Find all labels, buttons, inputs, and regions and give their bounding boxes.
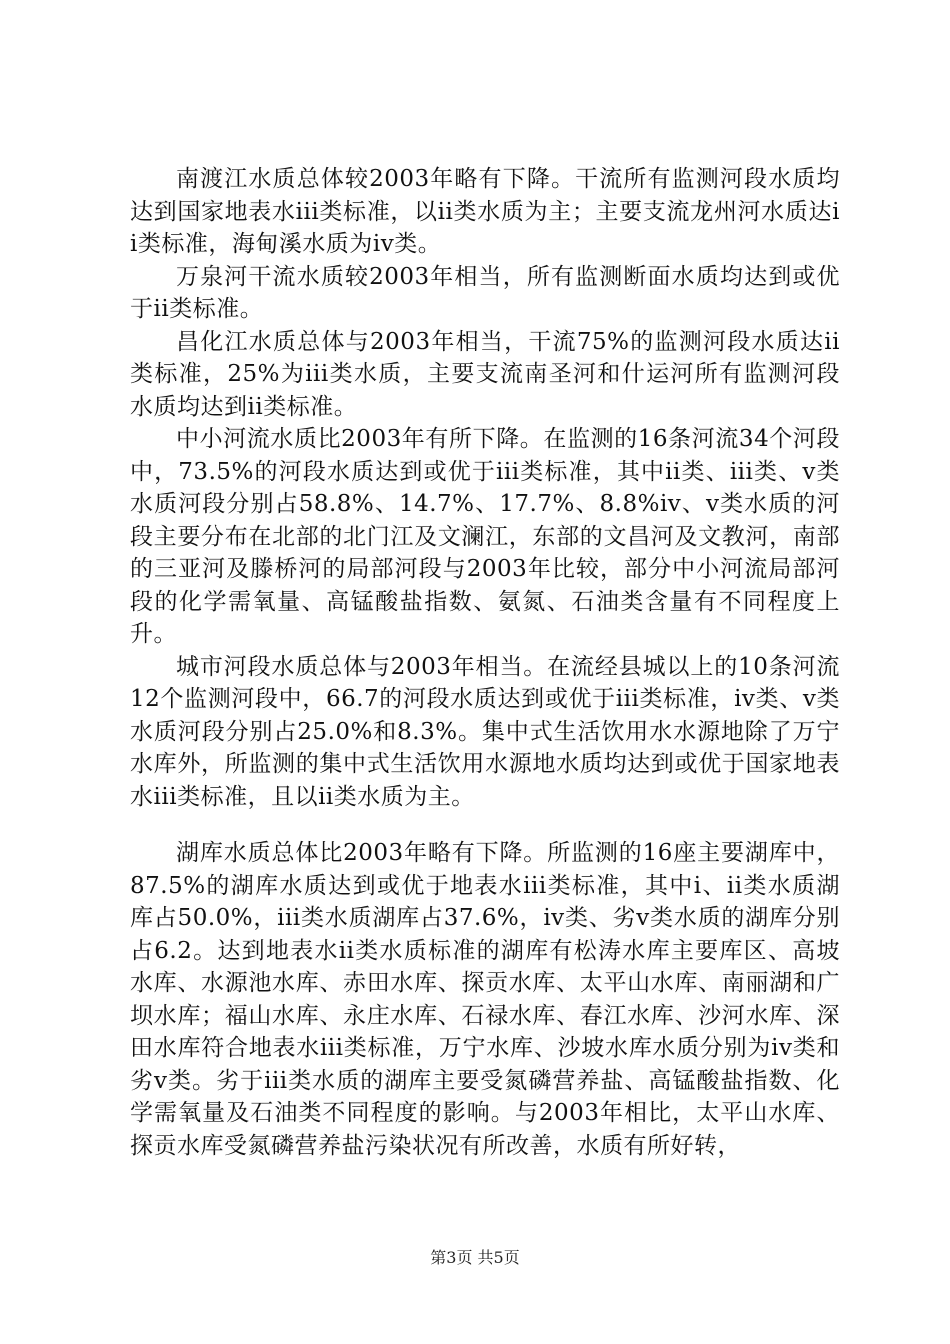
paragraph-urban-rivers: 城市河段水质总体与2003年相当。在流经县城以上的10条河流12个监测河段中，66.7的河段水质达到或优于iii类标准，iv类、v类水质河段分别占25.0%和8.3%。集中式生活饮用水水源地除了万宁水库外，所监测的集中式生活饮用水源地水质均达到或优于国家地表水iii类标准，且以ii类水质为主。	[130, 653, 840, 810]
paragraph-nandu-river: 南渡江水质总体较2003年略有下降。干流所有监测河段水质均达到国家地表水iii类标准，以ii类水质为主；主要支流龙州河水质达ii类标准，海甸溪水质为iv类。	[130, 166, 840, 257]
page-footer: 第3页 共5页	[430, 1248, 520, 1267]
paragraph-wanquan-river: 万泉河干流水质较2003年相当，所有监测断面水质均达到或优于ii类标准。	[130, 263, 840, 322]
paragraph-small-rivers: 中小河流水质比2003年有所下降。在监测的16条河流34个河段中，73.5%的河段水质达到或优于iii类标准，其中ii类、iii类、v类水质河段分别占58.8%、14.7%、17.7%、8.8%iv、v类水质的河段主要分布在北部的北门江及文澜江，东部的文昌河及文教河，南部的三亚河及滕桥河的局部河段与2003年比较，部分中小河流局部河段的化学需氧量、高锰酸盐指数、氨氮、石油类含量有不同程度上升。	[130, 426, 840, 647]
document-body	[130, 163, 840, 1162]
paragraph-changhua-river: 昌化江水质总体与2003年相当，干流75%的监测河段水质达ii类标准，25%为iii类水质，主要支流南圣河和什运河所有监测河段水质均达到ii类标准。	[130, 328, 840, 420]
paragraph-lakes-reservoirs: 湖库水质总体比2003年略有下降。所监测的16座主要湖库中，87.5%的湖库水质达到或优于地表水iii类标准，其中i、ii类水质湖库占50.0%，iii类水质湖库占37.6%，iv类、劣v类水质的湖库分别占6.2。达到地表水ii类水质标准的湖库有松涛水库主要库区、高坡水库、水源池水库、赤田水库、探贡水库、太平山水库、南丽湖和广坝水库；福山水库、永庄水库、石禄水库、春江水库、沙河水库、深田水库符合地表水iii类标准，万宁水库、沙坡水库水质分别为iv类和劣v类。劣于iii类水质的湖库主要受氮磷营养盐、高锰酸盐指数、化学需氧量及石油类不同程度的影响。与2003年相比，太平山水库、探贡水库受氮磷营养盐污染状况有所改善，水质有所好转，	[130, 840, 840, 1159]
paragraph-spacer	[130, 813, 840, 837]
